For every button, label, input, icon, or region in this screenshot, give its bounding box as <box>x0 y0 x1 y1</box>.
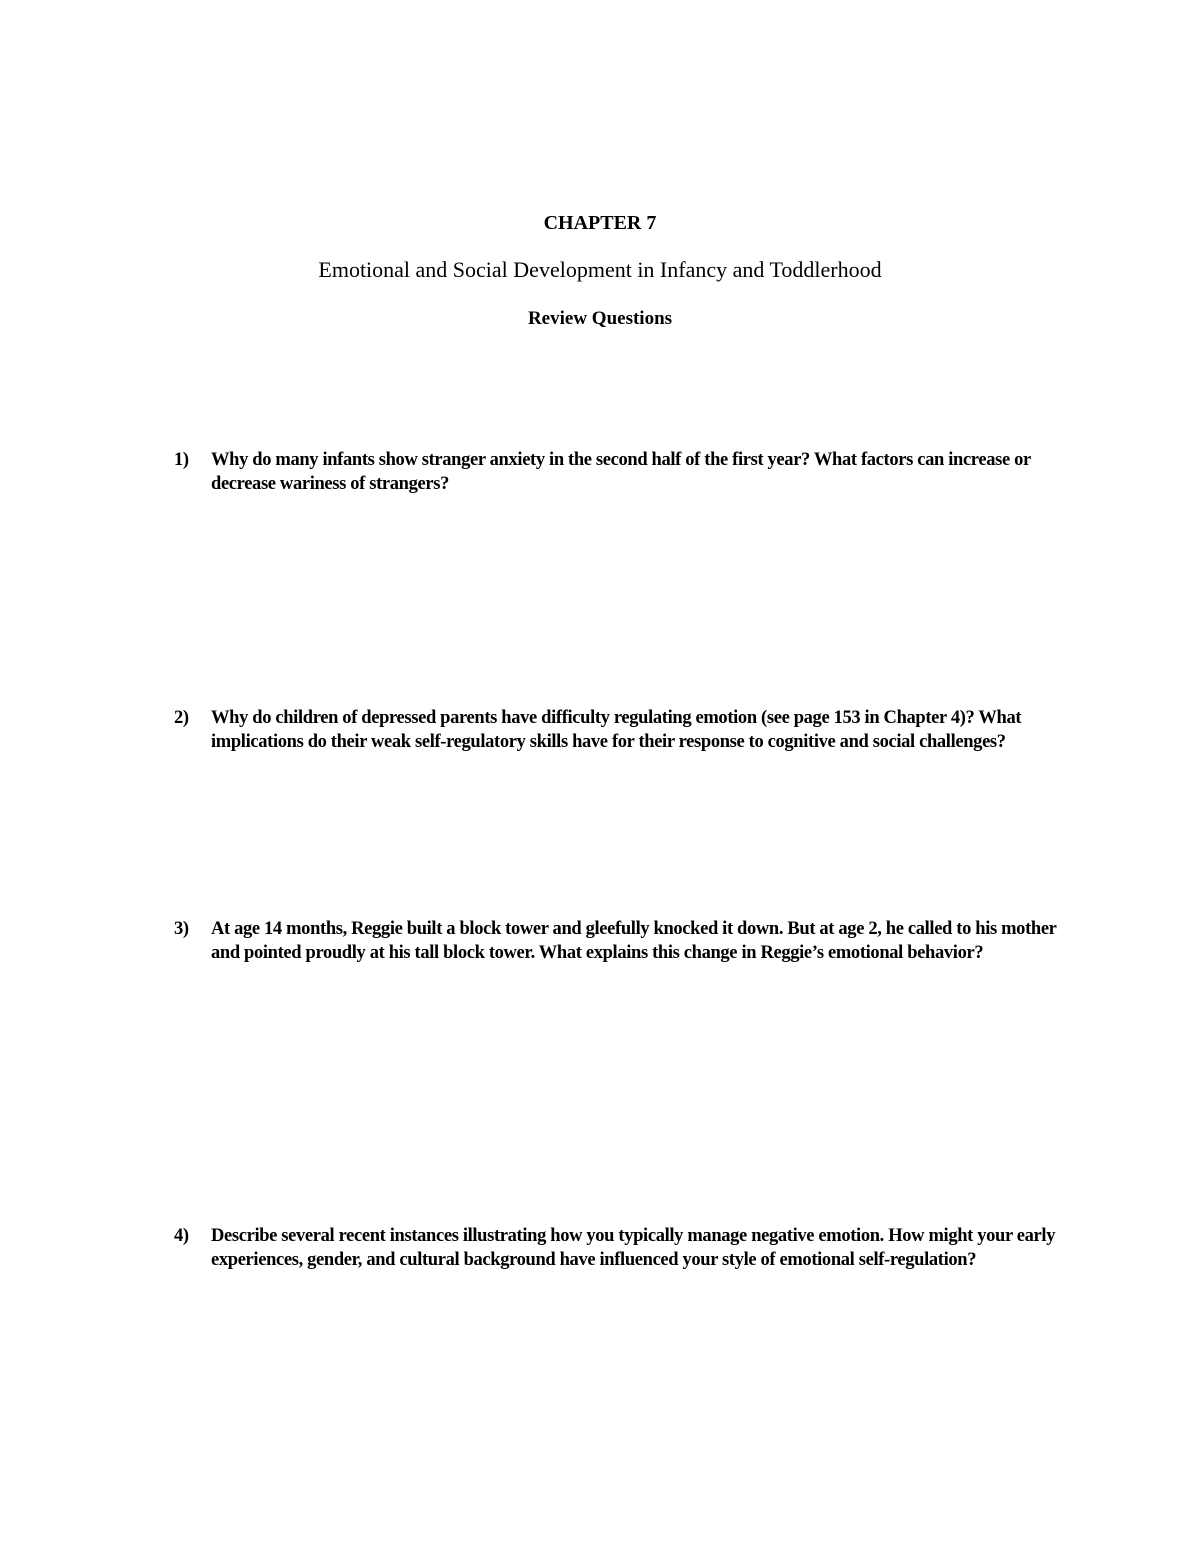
chapter-label: CHAPTER 7 <box>543 212 657 234</box>
section-heading: Review Questions <box>527 308 673 329</box>
question-item <box>174 706 1074 754</box>
question-text: Describe several recent instances illustrating how you typically manage negative emotion. How might your early experiences, gender, and cultural background have influenced your style of emotional self-regulation? <box>211 1226 1056 1270</box>
question-number: 4) <box>174 1226 189 1246</box>
question-item <box>174 448 1074 496</box>
question-item <box>174 1224 1074 1272</box>
chapter-title: Emotional and Social Development in Infancy and Toddlerhood <box>318 257 882 282</box>
question-item <box>174 917 1074 965</box>
question-text: Why do many infants show stranger anxiety in the second half of the first year? What factors can increase or decrease wariness of strangers? <box>211 450 1031 494</box>
question-number: 3) <box>174 919 189 939</box>
question-number: 1) <box>174 450 189 470</box>
question-number: 2) <box>174 708 189 728</box>
question-text: Why do children of depressed parents have difficulty regulating emotion (see page 153 in Chapter 4)? What implications do their weak self-regulatory skills have for their response to cognitive and social challenges? <box>211 708 1022 752</box>
question-text: At age 14 months, Reggie built a block tower and gleefully knocked it down. But at age 2, he called to his mother and pointed proudly at his tall block tower. What explains this change in Reggie’s emotional behavior? <box>211 919 1057 963</box>
